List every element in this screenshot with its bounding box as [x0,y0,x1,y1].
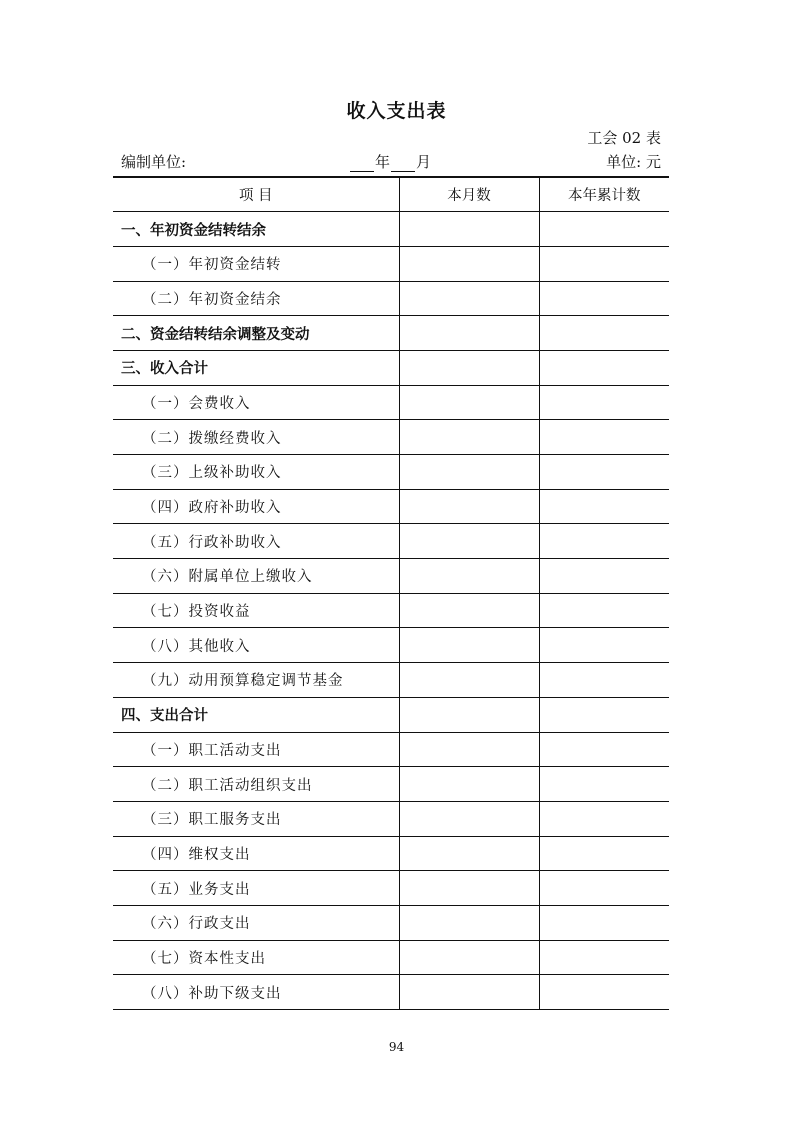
ytd-value-cell[interactable] [539,212,669,247]
month-label: 月 [416,153,432,171]
month-value-cell[interactable] [399,524,539,559]
table-row [113,697,669,732]
month-value-cell[interactable] [399,871,539,906]
table-row [113,385,669,420]
month-value-cell[interactable] [399,663,539,698]
row-label: （五）业务支出 [113,871,399,906]
ytd-value-cell[interactable] [539,697,669,732]
ytd-value-cell[interactable] [539,836,669,871]
table-row [113,940,669,975]
month-value-cell[interactable] [399,767,539,802]
month-value-cell[interactable] [399,350,539,385]
month-value-cell[interactable] [399,801,539,836]
ytd-value-cell[interactable] [539,559,669,594]
table-row [113,628,669,663]
ytd-value-cell[interactable] [539,316,669,351]
unit-label: 单位: 元 [606,153,661,171]
row-label: （四）维权支出 [113,836,399,871]
ytd-value-cell[interactable] [539,801,669,836]
ytd-value-cell[interactable] [539,975,669,1010]
org-label: 编制单位: [121,153,187,171]
row-label: （七）资本性支出 [113,940,399,975]
month-value-cell[interactable] [399,212,539,247]
ytd-value-cell[interactable] [539,732,669,767]
month-value-cell[interactable] [399,940,539,975]
table-row [113,420,669,455]
table-row [113,246,669,281]
year-blank[interactable] [350,156,374,172]
table-row [113,732,669,767]
row-label: （一）会费收入 [113,385,399,420]
row-label: （四）政府补助收入 [113,489,399,524]
row-label: 二、资金结转结余调整及变动 [113,316,399,351]
ytd-value-cell[interactable] [539,767,669,802]
table-row [113,489,669,524]
table-row [113,559,669,594]
month-value-cell[interactable] [399,593,539,628]
row-label: （九）动用预算稳定调节基金 [113,663,399,698]
table-row [113,212,669,247]
row-label: （五）行政补助收入 [113,524,399,559]
ytd-value-cell[interactable] [539,905,669,940]
ytd-value-cell[interactable] [539,281,669,316]
month-value-cell[interactable] [399,628,539,663]
ytd-value-cell[interactable] [539,940,669,975]
ytd-value-cell[interactable] [539,455,669,490]
row-label: （二）拨缴经费收入 [113,420,399,455]
ytd-value-cell[interactable] [539,350,669,385]
header-item: 项 目 [113,177,399,212]
month-value-cell[interactable] [399,697,539,732]
row-label: （一）职工活动支出 [113,732,399,767]
row-label: （六）附属单位上缴收入 [113,559,399,594]
table-row [113,767,669,802]
row-label: （八）补助下级支出 [113,975,399,1010]
header-month: 本月数 [399,177,539,212]
month-value-cell[interactable] [399,455,539,490]
ytd-value-cell[interactable] [539,663,669,698]
month-value-cell[interactable] [399,420,539,455]
month-value-cell[interactable] [399,836,539,871]
ytd-value-cell[interactable] [539,489,669,524]
table-row [113,350,669,385]
month-value-cell[interactable] [399,316,539,351]
row-label: （六）行政支出 [113,905,399,940]
page-number: 94 [388,1040,405,1054]
ytd-value-cell[interactable] [539,246,669,281]
row-label: （七）投资收益 [113,593,399,628]
ytd-value-cell[interactable] [539,524,669,559]
report-meta [121,151,661,171]
month-value-cell[interactable] [399,281,539,316]
header-ytd: 本年累计数 [539,177,669,212]
month-value-cell[interactable] [399,732,539,767]
ytd-value-cell[interactable] [539,871,669,906]
month-value-cell[interactable] [399,385,539,420]
table-row [113,801,669,836]
table-header-row [113,177,669,212]
income-expense-table [113,176,669,1010]
row-label: （二）职工活动组织支出 [113,767,399,802]
month-value-cell[interactable] [399,559,539,594]
ytd-value-cell[interactable] [539,593,669,628]
month-blank[interactable] [391,156,415,172]
table-row [113,281,669,316]
ytd-value-cell[interactable] [539,628,669,663]
table-row [113,524,669,559]
year-label: 年 [375,153,391,171]
month-value-cell[interactable] [399,246,539,281]
form-code: 工会 02 表 [587,129,661,147]
row-label: 三、收入合计 [113,350,399,385]
table-row [113,836,669,871]
ytd-value-cell[interactable] [539,385,669,420]
row-label: 四、支出合计 [113,697,399,732]
row-label: 一、年初资金结转结余 [113,212,399,247]
row-label: （二）年初资金结余 [113,281,399,316]
table-row [113,663,669,698]
row-label: （三）上级补助收入 [113,455,399,490]
row-label: （八）其他收入 [113,628,399,663]
table-row [113,455,669,490]
ytd-value-cell[interactable] [539,420,669,455]
row-label: （三）职工服务支出 [113,801,399,836]
row-label: （一）年初资金结转 [113,246,399,281]
month-value-cell[interactable] [399,975,539,1010]
table-row [113,871,669,906]
table-row [113,905,669,940]
table-row [113,975,669,1010]
table-row [113,316,669,351]
month-value-cell[interactable] [399,489,539,524]
page-title: 收入支出表 [346,100,447,122]
report-period [349,151,431,172]
table-row [113,593,669,628]
month-value-cell[interactable] [399,905,539,940]
